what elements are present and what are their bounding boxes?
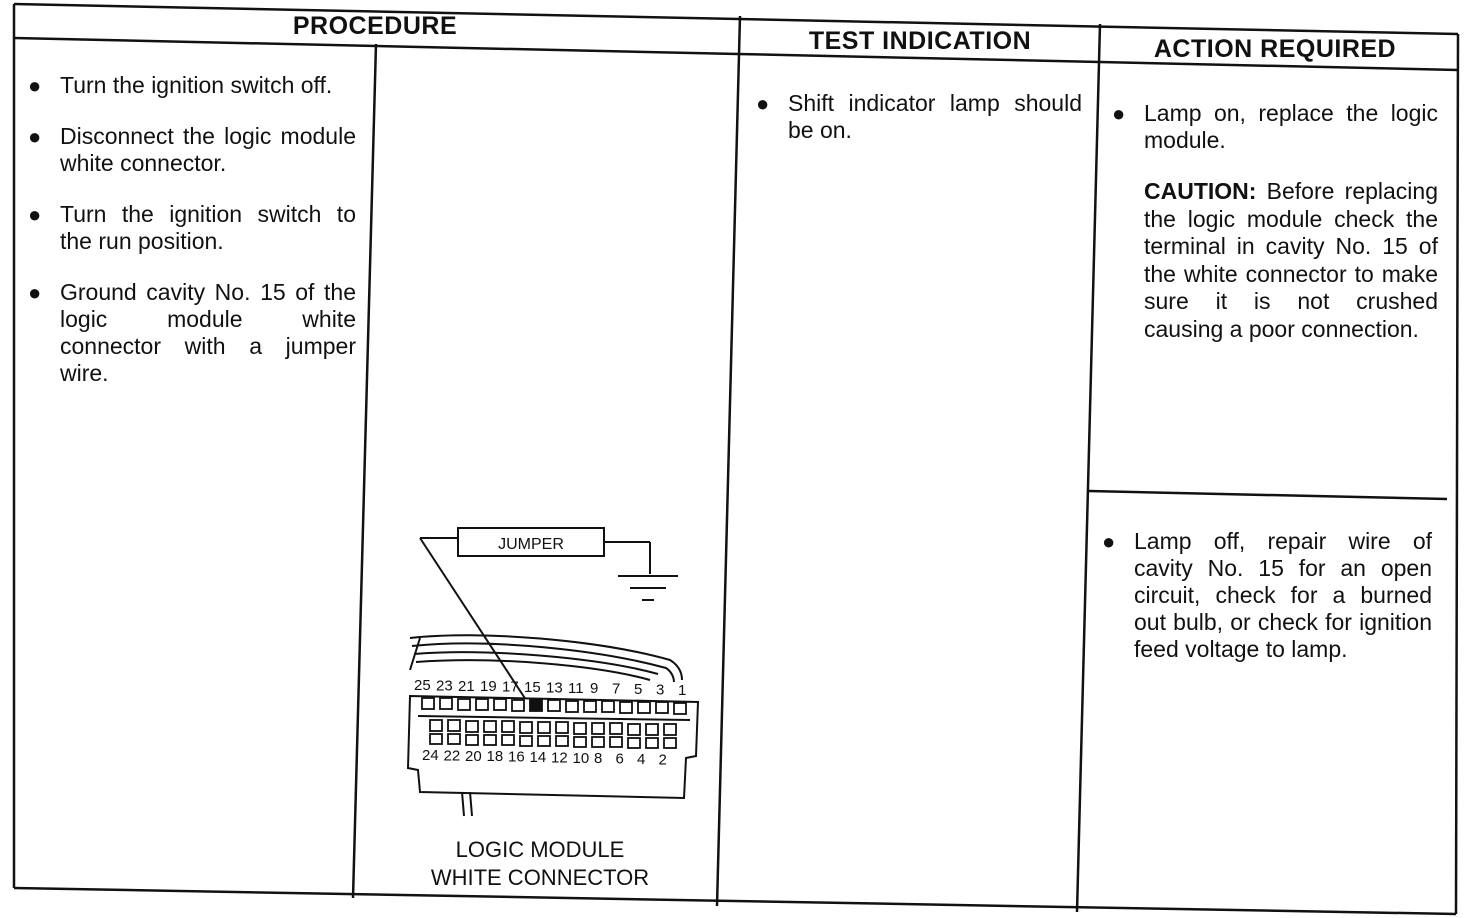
pin-label: 9	[590, 680, 599, 698]
procedure-step: ● Turn the ignition switch off.	[28, 72, 333, 98]
action-cell-lamp-on	[1108, 100, 1438, 343]
test-indication-cell	[752, 90, 1082, 168]
caption-line-1: LOGIC MODULE	[455, 837, 625, 862]
pin-label: 3	[656, 681, 665, 699]
top-pin-labels	[414, 677, 686, 699]
caution-label: CAUTION:	[1144, 178, 1257, 204]
cavity-15	[530, 700, 542, 711]
pin-label: 12	[551, 749, 568, 767]
bullet-icon: ●	[756, 91, 770, 116]
bullet-icon: ●	[1102, 529, 1116, 554]
pin-label: 8	[594, 750, 603, 768]
action-item-lamp-on: ● Lamp on, replace the logic module.	[1112, 100, 1438, 153]
pin-label: 7	[612, 680, 621, 698]
procedure-step: ● Ground cavity No. 15 of the logic module white connector with a jumper wire.	[28, 279, 356, 386]
pin-label: 25	[414, 677, 431, 694]
pin-label: 10	[572, 749, 590, 767]
table-top-border	[14, 4, 1458, 34]
pin-label: 18	[486, 748, 504, 766]
header-test-indication: TEST INDICATION	[808, 27, 1032, 55]
action-cell-lamp-off	[1098, 528, 1432, 687]
procedure-step: ● Disconnect the logic module white connector.	[28, 123, 356, 176]
procedure-step: ● Turn the ignition switch to the run position.	[28, 201, 356, 254]
jumper-label: JUMPER	[498, 536, 564, 553]
caption-line-2: WHITE CONNECTOR	[430, 865, 650, 890]
pin-label: 15	[524, 679, 541, 696]
pin-label: 23	[436, 677, 453, 695]
action-row-divider	[1089, 491, 1447, 499]
divider-procedure-diagram	[353, 44, 376, 898]
header-procedure: PROCEDURE	[292, 12, 458, 40]
divider-procedure-test	[717, 16, 740, 906]
pin-label: 17	[502, 678, 519, 696]
test-indication-item: ● Shift indicator lamp should be on.	[756, 90, 1082, 143]
bullet-icon: ●	[28, 202, 42, 227]
header-action-required: ACTION REQUIRED	[1153, 35, 1397, 63]
bullet-icon: ●	[28, 280, 42, 305]
pin-label: 14	[529, 749, 547, 766]
procedure-steps	[24, 72, 356, 411]
pin-label: 19	[480, 678, 497, 696]
pin-label: 5	[634, 681, 643, 698]
table-bottom-border	[14, 888, 1456, 914]
bullet-icon: ●	[1112, 101, 1126, 126]
wire-1	[410, 635, 682, 680]
pin-label: 21	[458, 677, 475, 695]
table-right-border	[1456, 34, 1458, 914]
pin-label: 1	[678, 681, 687, 699]
bullet-icon: ●	[28, 124, 42, 149]
pin-label: 6	[615, 750, 624, 768]
pin-label: 13	[546, 679, 563, 697]
diagram-caption	[390, 836, 690, 892]
action-item-lamp-off: ● Lamp off, repair wire of cavity No. 15 for an open circuit, check for a burned out bulb, or check for ignition feed voltage to lamp.	[1102, 528, 1432, 662]
pin-label: 24	[422, 747, 439, 764]
pin-label: 22	[443, 747, 461, 765]
caution-note	[1144, 178, 1438, 343]
caution-text: Before replacing the logic module check the terminal in cavity No. 15 of the white connector to make sure it is not crushed causing a poor connection.	[1144, 178, 1438, 342]
connector-key-2	[470, 792, 472, 816]
pin-label: 4	[637, 751, 646, 768]
pin-label: 2	[658, 751, 667, 769]
connector-key	[462, 792, 464, 816]
pin-label: 11	[568, 679, 584, 697]
pin-label: 20	[465, 747, 482, 765]
pin-label: 16	[508, 748, 525, 766]
bullet-icon: ●	[28, 73, 42, 98]
